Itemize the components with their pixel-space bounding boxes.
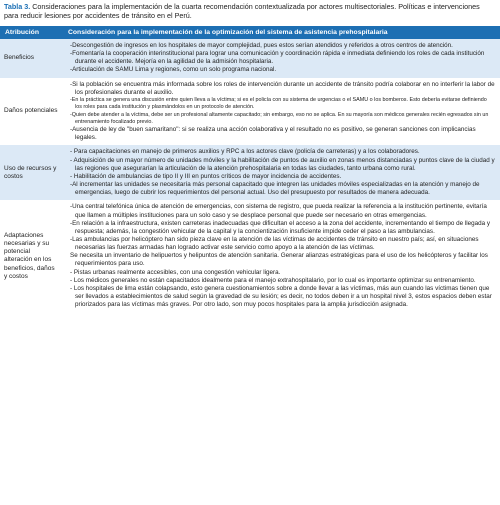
row-attribute: Daños potenciales: [0, 78, 63, 146]
list-item: -Descongestión de ingresos en los hospitales de mayor complejidad, pues estos serían atendidos y referidos a otros centros de atención.: [70, 42, 453, 49]
list-item: -Ausencia de ley de "buen samaritano": si se realiza una acción colaborativa y el resultado no es positivo, se generan sanciones con implicancias legales.: [70, 126, 476, 142]
table-row: [0, 78, 500, 146]
row-attribute: Beneficios: [0, 39, 63, 78]
row-considerations: [63, 78, 500, 146]
row-attribute: Adaptaciones necesarias y su potencial alteración en los beneficios, daños y costos: [0, 200, 63, 312]
list-item: -En relación a la infraestructura, existen carreteras inadecuadas que dificultan el acceso a la zona del accidente, incrementando el tiempo de llegada y respuesta; además, la congestión vehicular de la capital y la concientización insuficiente impide ceder el paso a las ambulancias.: [70, 219, 491, 235]
consideration-list: [67, 203, 495, 309]
table-row: [0, 200, 500, 312]
row-considerations: [63, 145, 500, 200]
list-item: - Los hospitales de lima están colapsando, esto genera cuestionamientos sobre a donde llevar a las víctimas, más aun cuando las víctimas tienen que ser llevados a establecimientos de salud según la gravedad de su lesión; es decir, no todos deben ir a un hospital nivel 3, estos espacios deben estar priorizados para las víctimas más graves. Por otro lado, son muy pocos hospitales para la amplia jurisdicción asignada.: [70, 284, 492, 309]
row-considerations: [63, 200, 500, 312]
list-item: - Los médicos generales no están capacitados idealmente para el manejo extrahospitalario, por lo cual es importante optimizar su entrenamiento.: [70, 276, 476, 284]
row-considerations: [63, 39, 500, 78]
row-attribute: Uso de recursos y costos: [0, 145, 63, 200]
header-attribution: Atribución: [0, 26, 63, 39]
header-consideration: Consideración para la implementación de la optimización del sistema de asistencia prehospitalaria: [63, 26, 500, 39]
consideration-list: [67, 81, 495, 143]
caption-label: Tabla 3.: [4, 2, 31, 11]
list-item: -Si la población se encuentra más informada sobre los roles de intervención durante un accidente de tránsito podría colaborar en no interferir la labor de los profesionales durante el auxilio.: [70, 80, 495, 96]
consideration-list: [67, 42, 495, 75]
table-row: [0, 39, 500, 78]
table-caption: [0, 0, 500, 26]
list-item: -En la práctica se genera una discusión entre quien lleva a la víctima; si es el policía con su sistema de urgencias o el SAMU o los bomberos. Esto debería evitarse definiendo los roles para cada institución y plasmándolos en un protocolo de atención.: [70, 96, 487, 111]
list-item: -Al incrementar las unidades se necesitaría más personal capacitado que integren las unidades móviles especializadas en la atención y manejo de emergencias, luego de cubrir los requerimientos del personal actual. Uso del presupuesto por resultados de manera adecuada.: [70, 181, 480, 197]
list-item: - Pistas urbanas realmente accesibles, con una congestión vehicular ligera.: [70, 268, 281, 276]
list-item: -Una central telefónica única de atención de emergencias, con sistema de registro, que pueda realizar la referencia a la institución pertinente, evitaría que llamen a múltiples instituciones para un solo caso y se desplace personal que puede ser necesario en otras emergencias.: [70, 203, 487, 219]
list-item: -Fomentaría la cooperación interinstitucional para lograr una comunicación y coordinación rápida e inmediata definiendo los roles de cada institución durante el accidente. Mejoría en la agilidad de la admisión hospitalaria.: [70, 50, 485, 66]
list-item: -Las ambulancias por helicóptero han sido pieza clave en la atención de las víctimas de accidentes de tránsito en nuestro país; así, en situaciones necesarias las fuerzas armadas han logrado activar este servicio como apoyo a la atención de las víctimas.: [70, 236, 479, 252]
recommendation-table: [0, 26, 500, 312]
list-item: - Para capacitaciones en manejo de primeros auxilios y RPC a los actores clave (policía de carreteras) y a los colaboradores.: [70, 148, 420, 156]
caption-text: Consideraciones para la implementación de la cuarta recomendación contextualizada por actores multisectoriales. Políticas e intervenciones para reducir lesiones por accidentes de tránsito en el Perú.: [4, 2, 480, 20]
list-item: - Habilitación de ambulancias de tipo II y III en puntos críticos de mayor incidencia de accidentes.: [70, 172, 342, 180]
list-item: -Quien debe atender a la víctima, debe ser un profesional altamente capacitado; sin embargo, eso no se aplica. En su mayoría son médicos generales recién egresados sin un entrenamiento focalizado previo.: [70, 111, 489, 125]
list-item: Se necesita un inventario de helipuertos y helipuntos de atención sanitaria. Generar alianzas estratégicas para el uso de los helicópteros y facilitar los requerimientos para uso.: [70, 252, 488, 268]
list-item: -Articulación de SAMU Lima y regiones, como un solo programa nacional.: [70, 66, 277, 74]
consideration-list: [67, 148, 495, 197]
list-item: - Adquisición de un mayor número de unidades móviles y la habilitación de puntos de auxilio en zonas menos distanciadas y puntos clave de la ciudad y las regiones que asegurarían la articulación de la atención prehospitalaria en todas las ciudades, tanto urbana como rural.: [70, 156, 495, 172]
table-header-row: [0, 26, 500, 39]
table-row: [0, 145, 500, 200]
table-body: [0, 39, 500, 312]
